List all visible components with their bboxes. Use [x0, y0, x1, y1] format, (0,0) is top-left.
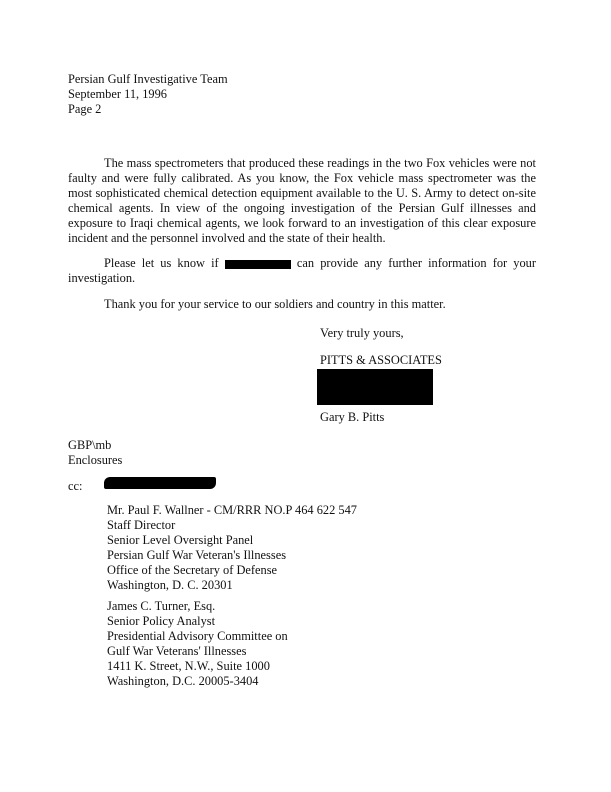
body-paragraph-1	[68, 156, 536, 246]
header-date: September 11, 1996	[68, 87, 167, 101]
closing-salutation: Very truly yours,	[320, 326, 404, 340]
body-paragraph-2	[68, 256, 536, 286]
typist-initials: GBP\mb	[68, 438, 112, 452]
paragraph-2-text-before: Please let us know if	[104, 256, 219, 270]
paragraph-3-text: Thank you for your service to our soldiers and country in this matter.	[104, 297, 446, 311]
paragraph-1-text: The mass spectrometers that produced these readings in the two Fox vehicles were not faulty and were fully calibrated. As you know, the Fox vehicle mass spectrometer was the most sophisticated chemical detection equipment available to the U. S. Army to detect on-site chemical agents. In view of the ongoing investigation of the Persian Gulf illnesses and exposure to Iraqi chemical agents, we look forward to an investigation of this clear exposure incident and the personnel involved and the state of their health.	[68, 156, 536, 245]
cc-label: cc:	[68, 479, 83, 493]
enclosures-note: Enclosures	[68, 453, 123, 467]
recipient-line: Persian Gulf War Veteran's Illnesses	[107, 548, 287, 562]
recipient-line: Senior Level Oversight Panel	[107, 533, 254, 547]
recipient-line: Gulf War Veterans' Illnesses	[107, 644, 247, 658]
redaction-mark	[225, 260, 291, 269]
paragraph-2-text-after: can provide any further information for your investigation.	[68, 256, 536, 285]
header-addressee: Persian Gulf Investigative Team	[68, 72, 228, 86]
recipient-line: James C. Turner, Esq.	[107, 599, 216, 613]
signature-redaction	[317, 369, 433, 405]
recipient-line: Washington, D. C. 20301	[107, 578, 233, 592]
recipient-line: Staff Director	[107, 518, 176, 532]
recipient-line: Senior Policy Analyst	[107, 614, 216, 628]
body-paragraph-3	[68, 297, 536, 312]
recipient-line: Presidential Advisory Committee on	[107, 629, 288, 643]
recipient-line: Washington, D.C. 20005-3404	[107, 674, 259, 688]
recipient-1	[107, 503, 357, 593]
firm-name: PITTS & ASSOCIATES	[320, 353, 442, 367]
header-page-number: Page 2	[68, 102, 102, 116]
cc-redaction	[104, 477, 216, 489]
recipient-line: Office of the Secretary of Defense	[107, 563, 278, 577]
recipient-line: Mr. Paul F. Wallner - CM/RRR NO.P 464 622 547	[107, 503, 357, 517]
page-header	[68, 72, 228, 117]
recipient-line: 1411 K. Street, N.W., Suite 1000	[107, 659, 270, 673]
footer-block	[68, 438, 122, 468]
recipient-2	[107, 599, 288, 689]
signer-name: Gary B. Pitts	[320, 410, 385, 424]
